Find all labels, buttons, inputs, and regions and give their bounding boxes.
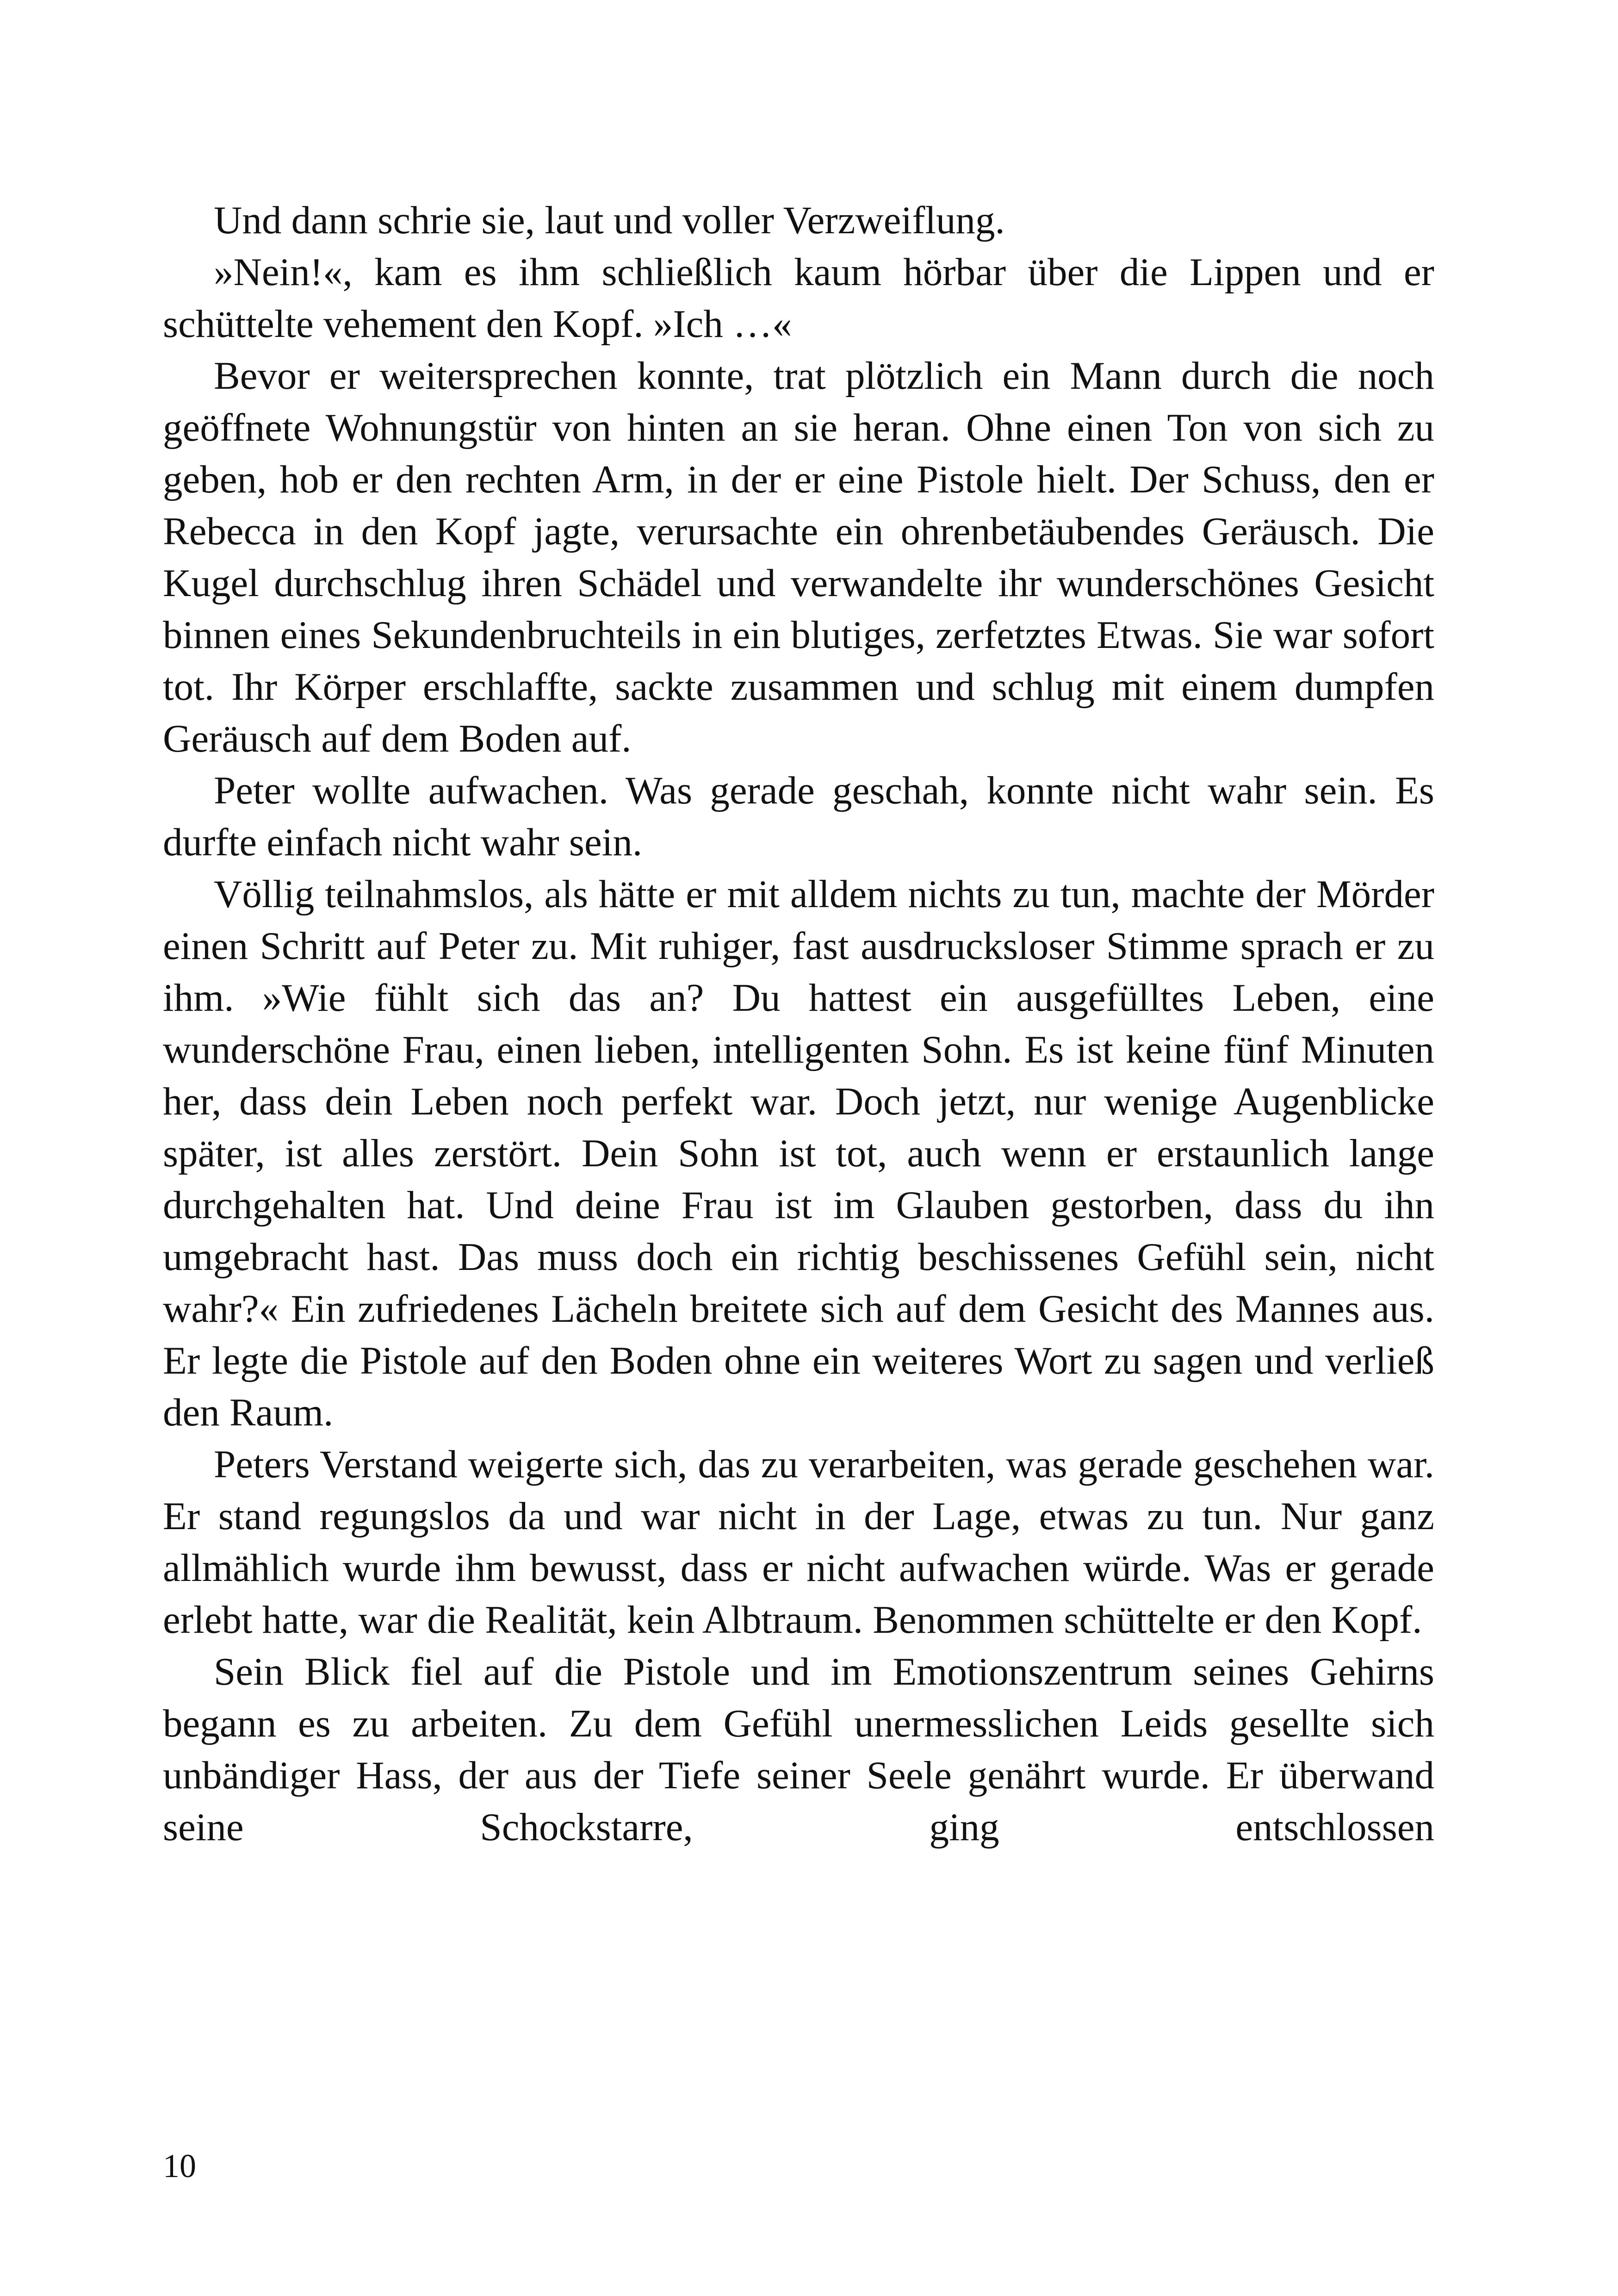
page-number: 10 (163, 2147, 196, 2184)
paragraph: »Nein!«, kam es ihm schließlich kaum hörbar über die Lippen und er schüttelte vehement den Kopf. »Ich …« (163, 250, 1434, 346)
body-text (163, 194, 1434, 1853)
paragraph: Und dann schrie sie, laut und voller Verzweiflung. (214, 199, 1005, 242)
paragraph: Sein Blick fiel auf die Pistole und im Emotionszentrum seines Gehirns begann es zu arbeiten. Zu dem Gefühl unermesslichen Leids gesellte sich unbändiger Hass, der aus der Tiefe seiner Seele genährt wurde. Er überwand seine Schockstarre, ging entschlossen (163, 1650, 1434, 1849)
paragraph: Peters Verstand weigerte sich, das zu verarbeiten, was gerade geschehen war. Er stand regungslos da und war nicht in der Lage, etwas zu tun. Nur ganz allmählich wurde ihm bewusst, dass er nicht aufwachen würde. Was er gerade erlebt hatte, war die Realität, kein Albtraum. Benommen schüttelte er den Kopf. (163, 1443, 1434, 1642)
paragraph: Peter wollte aufwachen. Was gerade geschah, konnte nicht wahr sein. Es durfte einfach nicht wahr sein. (163, 769, 1434, 864)
paragraph: Bevor er weitersprechen konnte, trat plötzlich ein Mann durch die noch geöffnete Wohnungstür von hinten an sie heran. Ohne einen Ton von sich zu geben, hob er den rechten Arm, in der er eine Pistole hielt. Der Schuss, den er Rebecca in den Kopf jagte, verursachte ein ohrenbetäubendes Geräusch. Die Kugel durchschlug ihren Schädel und verwandelte ihr wunderschönes Gesicht binnen eines Sekundenbruchteils in ein blutiges, zerfetztes Etwas. Sie war sofort tot. Ihr Körper erschlaffte, sackte zusammen und schlug mit einem dumpfen Geräusch auf dem Boden auf. (163, 354, 1434, 760)
paragraph: Völlig teilnahmslos, als hätte er mit alldem nichts zu tun, machte der Mörder einen Schritt auf Peter zu. Mit ruhiger, fast ausdrucksloser Stimme sprach er zu ihm. »Wie fühlt sich das an? Du hattest ein ausgefülltes Leben, eine wunderschöne Frau, einen lieben, intelligenten Sohn. Es ist keine fünf Minuten her, dass dein Leben noch perfekt war. Doch jetzt, nur wenige Augenblicke später, ist alles zerstört. Dein Sohn ist tot, auch wenn er erstaunlich lange durchgehalten hat. Und deine Frau ist im Glauben gestorben, dass du ihn umgebracht hast. Das muss doch ein richtig beschissenes Gefühl sein, nicht wahr?« Ein zufriedenes Lächeln breitete sich auf dem Gesicht des Mannes aus. Er legte die Pistole auf den Boden ohne ein weiteres Wort zu sagen und verließ den Raum. (163, 872, 1434, 1434)
